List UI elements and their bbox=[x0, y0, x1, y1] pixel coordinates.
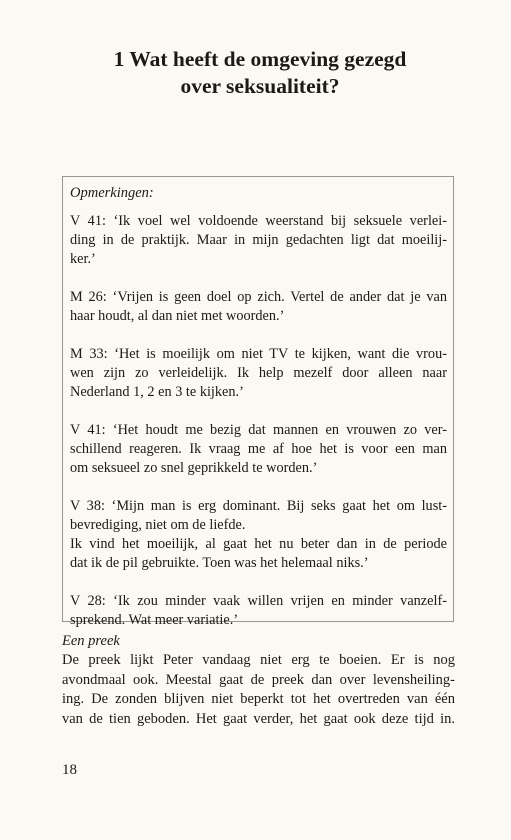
remark-line: bevrediging, niet om de liefde. bbox=[70, 517, 246, 533]
remark-item bbox=[70, 497, 447, 573]
remark-line: Nederland 1, 2 en 3 te kijken.’ bbox=[70, 384, 244, 400]
remarks-box bbox=[62, 176, 454, 628]
body-line: avondmaal ook. Meestal gaat de preek dan over levensheiling- bbox=[62, 671, 455, 688]
remark-line: schillend reageren. Ik vraag me af hoe het is voor een man bbox=[70, 441, 447, 457]
remark-item bbox=[70, 345, 447, 402]
remark-line: ding in de praktijk. Maar in mijn gedachten ligt dat moeilij- bbox=[70, 232, 447, 248]
remark-line: ker.’ bbox=[70, 251, 96, 267]
remark-line: Ik vind het moeilijk, al gaat het nu beter dan in de periode bbox=[70, 536, 447, 552]
remark-line: om seksueel zo snel geprikkeld te worden.’ bbox=[70, 460, 318, 476]
remark-line: dat ik de pil gebruikte. Toen was het helemaal niks.’ bbox=[70, 555, 369, 571]
remark-item bbox=[70, 421, 447, 478]
remark-line: wen zijn zo verleidelijk. Ik help mezelf door alleen naar bbox=[70, 365, 447, 381]
remark-line: haar houdt, al dan niet met woorden.’ bbox=[70, 308, 285, 324]
remark-line: sprekend. Wat meer variatie.’ bbox=[70, 612, 239, 628]
body-line: van de tien geboden. Het gaat verder, het gaat ook deze tijd in. bbox=[62, 710, 455, 727]
body-line: ing. De zonden blijven niet beperkt tot het overtreden van één bbox=[62, 691, 455, 707]
remark-line: M 26: ‘Vrijen is geen doel op zich. Vertel de ander dat je van bbox=[70, 289, 447, 305]
remark-line: V 41: ‘Het houdt me bezig dat mannen en vrouwen zo ver- bbox=[70, 422, 447, 438]
page-title-line-1: 1 Wat heeft de omgeving gezegd bbox=[113, 47, 407, 71]
body-line: De preek lijkt Peter vandaag niet erg te boeien. Er is nog bbox=[62, 652, 455, 668]
page-number: 18 bbox=[62, 762, 77, 778]
remark-line: M 33: ‘Het is moeilijk om niet TV te kijken, want die vrou- bbox=[70, 346, 447, 362]
section-heading: Een preek bbox=[62, 633, 120, 649]
section-een-preek bbox=[62, 632, 455, 729]
remark-line: V 28: ‘Ik zou minder vaak willen vrijen en minder vanzelf- bbox=[70, 593, 447, 609]
remark-item bbox=[70, 592, 447, 630]
remark-line: V 38: ‘Mijn man is erg dominant. Bij seks gaat het om lust- bbox=[70, 498, 447, 514]
remark-item bbox=[70, 212, 447, 269]
remark-item bbox=[70, 288, 447, 326]
section-body bbox=[62, 651, 455, 729]
remark-line: V 41: ‘Ik voel wel voldoende weerstand bij seksuele verlei- bbox=[70, 213, 447, 229]
page-title bbox=[60, 46, 460, 100]
page-title-line-2: over seksualiteit? bbox=[180, 74, 340, 98]
remarks-heading: Opmerkingen: bbox=[70, 185, 154, 201]
